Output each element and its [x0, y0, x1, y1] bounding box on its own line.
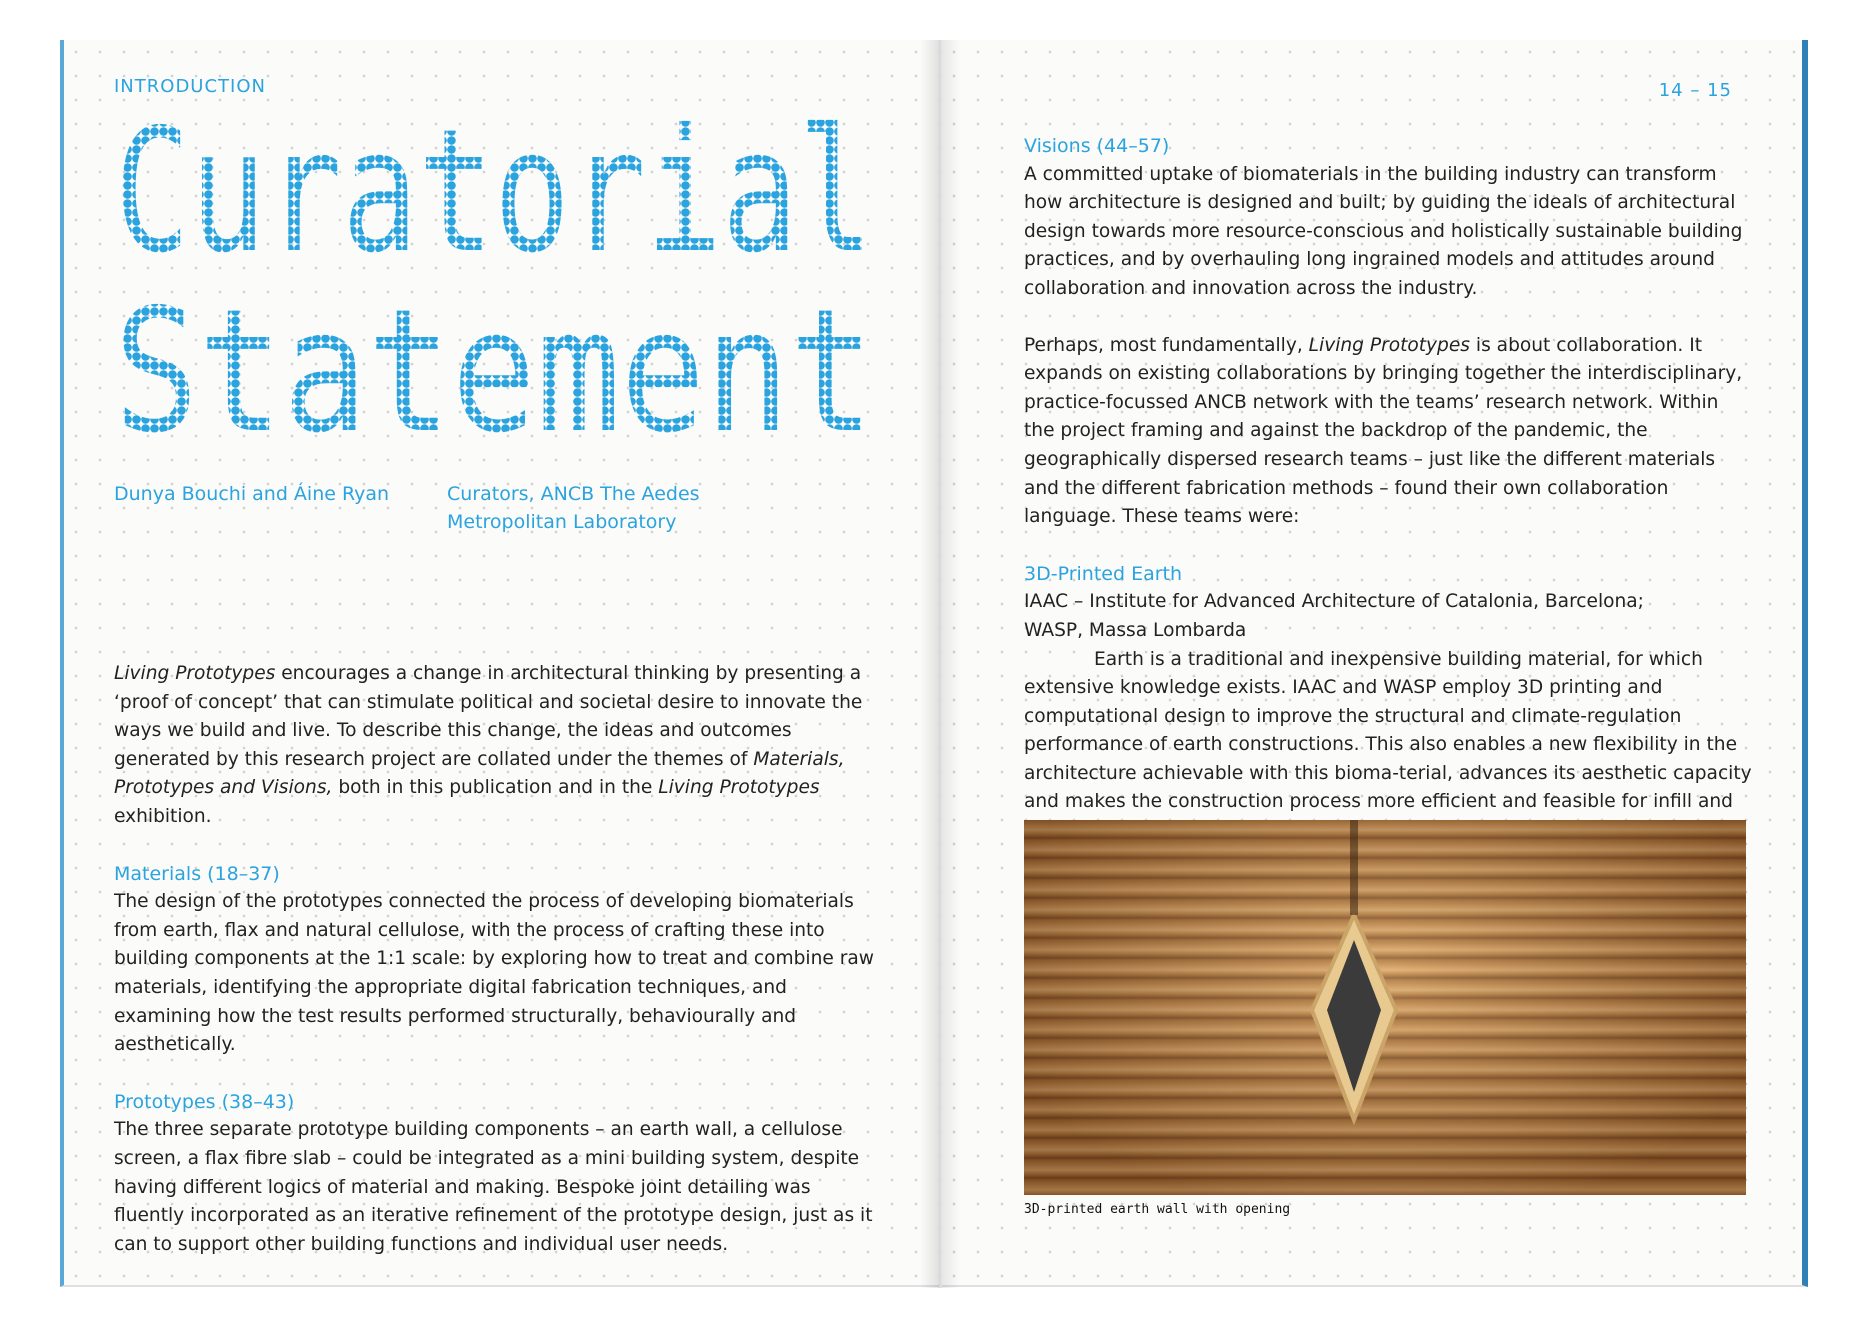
materials-text: The design of the prototypes connected the process of developing biomaterials from earth, flax and natural cellulose, with the process of crafting these into building components at the 1:1 scale: by exploring how to treat and combine raw materials, identifying the appropriate digital fabrication techniques, and examining how the test results performed structurally, behaviourally and aesthetically.: [114, 891, 874, 1056]
earth-section: [1024, 560, 1754, 846]
right-page: [942, 40, 1808, 1287]
prototypes-heading: Prototypes (38–43): [114, 1090, 295, 1113]
book-spread: [60, 40, 1820, 1290]
left-body: [114, 660, 884, 1287]
left-page: [60, 40, 939, 1287]
earth-text: Earth is a traditional and inexpensive building material, for which extensive knowledge exists. IAAC and WASP employ 3D printing and computational design to improve the structural and climate-regulation performance of earth constructions. This also enables a new flexibility in the architecture achievable with this bioma-terial, advances its aesthetic capacity and makes the construction process more efficient and feasible for infill and: [1024, 648, 1752, 813]
title-line-2: Statement: [114, 273, 874, 460]
photo-caption: 3D-printed earth wall with opening: [1024, 1202, 1291, 1217]
collab-italic: Living Prototypes: [1308, 334, 1470, 356]
affiliation-line-2: Metropolitan Laboratory: [447, 511, 677, 533]
authors: Dunya Bouchi and Áine Ryan: [114, 483, 390, 505]
running-head: INTRODUCTION: [114, 76, 266, 97]
intro-text-3: exhibition.: [114, 805, 212, 827]
page-numbers: 14 – 15: [1658, 80, 1732, 101]
intro-text-1: encourages a change in architectural thinking by presenting a ‘proof of concept’ that can stimulate political and societal desire to innovate the ways we build and live. To describe this change, the ideas and outcomes generated by this research project are collated under the themes of: [114, 663, 863, 770]
materials-heading: Materials (18–37): [114, 862, 280, 885]
affiliation-line-1: Curators, ANCB The Aedes: [447, 483, 700, 505]
diamond-opening: [1024, 820, 1746, 1195]
earth-heading: 3D-Printed Earth: [1024, 562, 1183, 585]
collaboration-paragraph: [1024, 332, 1754, 532]
intro-paragraph: [114, 660, 884, 832]
intro-italic-3: Living Prototypes: [658, 777, 820, 799]
intro-text-2: both in this publication and in the: [332, 777, 659, 799]
page-title: [114, 100, 894, 460]
affiliation: [447, 480, 700, 536]
collab-text-1: Perhaps, most fundamentally,: [1024, 334, 1309, 356]
visions-section: [1024, 132, 1754, 304]
book-gutter: [920, 40, 960, 1288]
earth-org-2: WASP, Massa Lombarda: [1024, 619, 1247, 641]
earth-wall-photo: [1024, 820, 1746, 1195]
visions-heading: Visions (44–57): [1024, 135, 1170, 157]
collab-text-2: is about collaboration. It expands on existing collaborations by bringing together the interdisciplinary, practice-focussed ANCB network with the teams’ research network. Within the project framing and against the backdrop of the pandemic, the geographically dispersed research teams – just like the different materials and the different fabrication methods – found their own collaboration language. These teams were:: [1024, 334, 1743, 528]
title-line-1: Curatorial: [114, 100, 874, 291]
materials-section: [114, 860, 884, 1060]
prototypes-section: [114, 1088, 884, 1260]
visions-text: A committed uptake of biomaterials in the building industry can transform how architecture is designed and built; by guiding the ideals of architectural design towards more resource-conscious and holistically sustainable building practices, and by overhauling long ingrained models and attitudes around collaboration and innovation across the industry.: [1024, 163, 1743, 299]
intro-italic-2: Materials, Prototypes and Visions,: [114, 748, 845, 799]
right-body: [1024, 132, 1754, 874]
earth-org-1: IAAC – Institute for Advanced Architecture of Catalonia, Barcelona;: [1024, 591, 1644, 613]
prototypes-text: The three separate prototype building components – an earth wall, a cellulose screen, a flax fibre slab – could be integrated as a mini building system, despite having different logics of material and making. Bespoke joint detailing was fluently incorporated as an iterative refinement of the prototype design, just as it can to support other building functions and individual user needs.: [114, 1119, 873, 1255]
intro-italic-1: Living Prototypes: [114, 663, 276, 684]
